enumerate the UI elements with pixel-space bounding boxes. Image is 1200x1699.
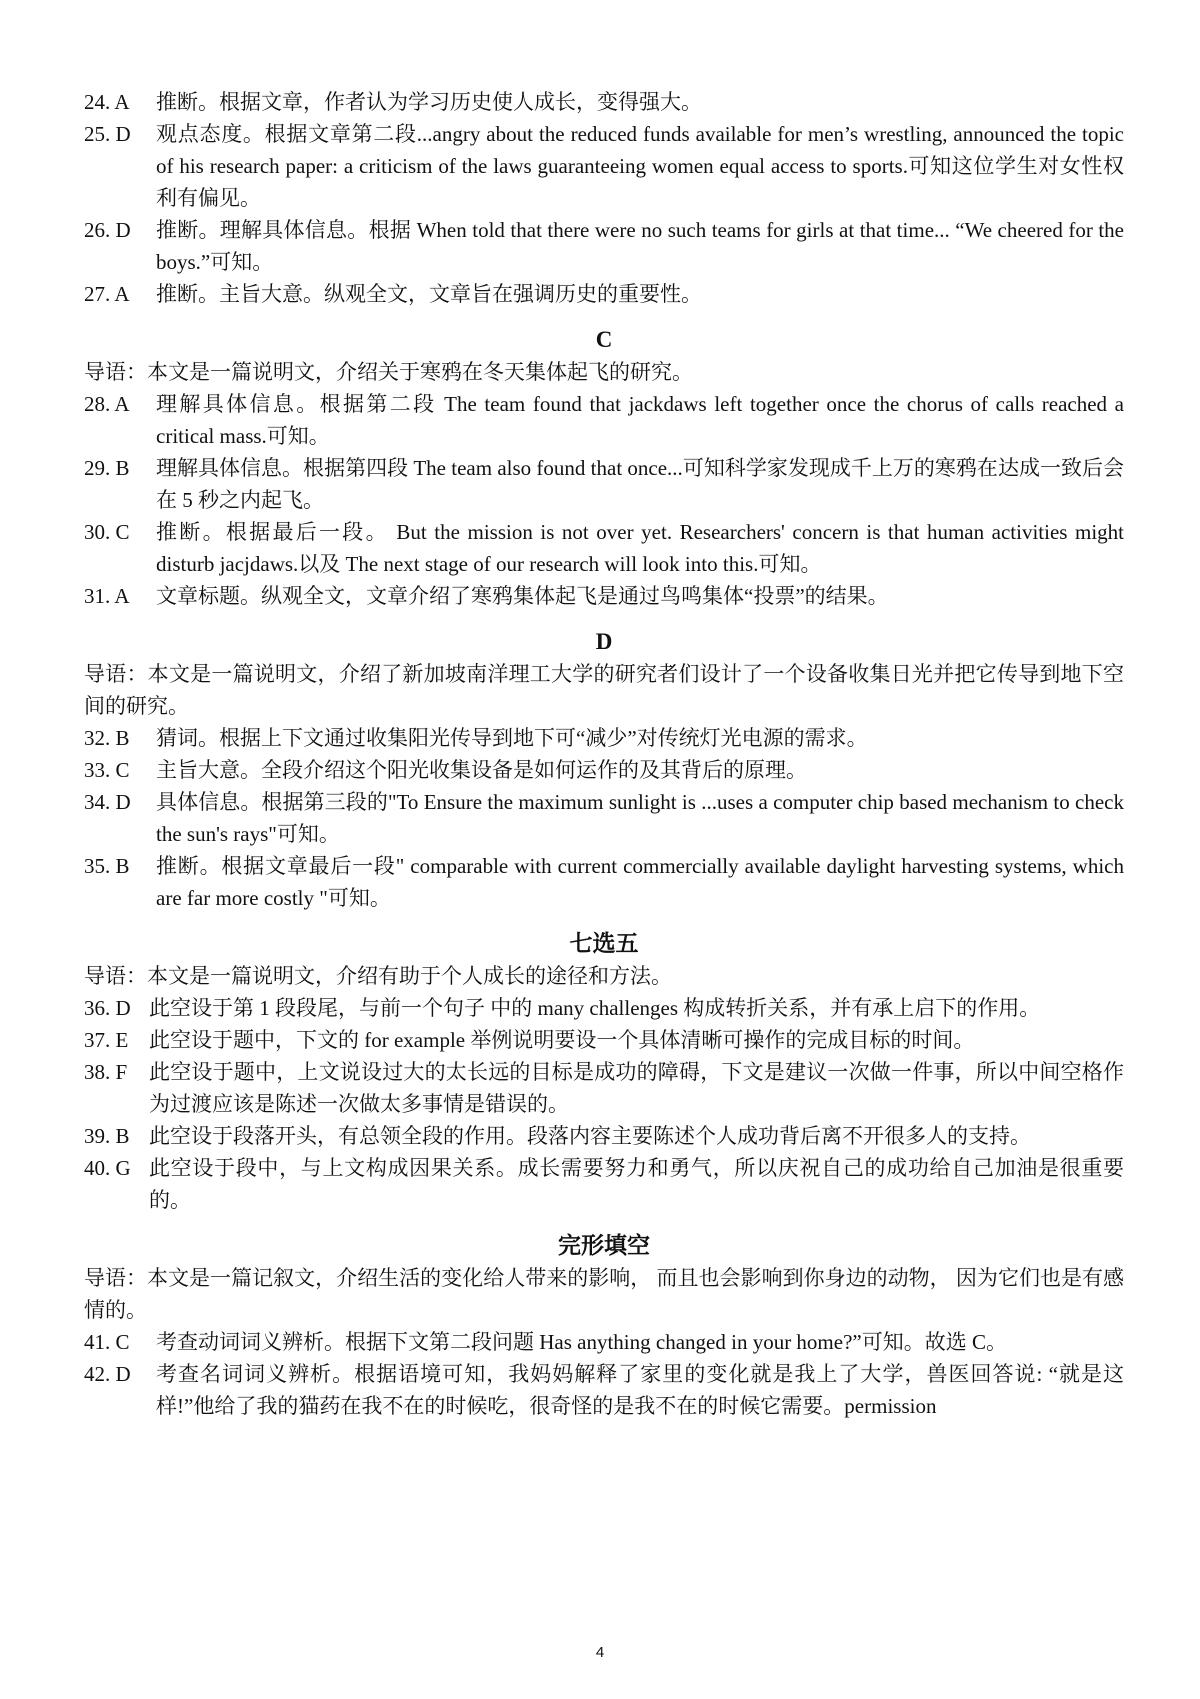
answer-item-25 xyxy=(84,118,1124,214)
section-intro: 导语：本文是一篇记叙文，介绍生活的变化给人带来的影响， 而且也会影响到你身边的动物， 因为它们也是有感情的。 xyxy=(84,1266,1124,1322)
answer-item-38 xyxy=(84,1056,1124,1120)
answer-text: 主旨大意。全段介绍这个阳光收集设备是如何运作的及其背后的原理。 xyxy=(156,758,807,782)
answer-number: 37. E xyxy=(84,1028,129,1052)
answer-item-24 xyxy=(84,86,1124,118)
section-d xyxy=(84,626,1124,914)
answer-item-37 xyxy=(84,1024,1124,1056)
answer-number: 35. B xyxy=(84,854,130,878)
answer-item-30 xyxy=(84,516,1124,580)
answer-number: 40. G xyxy=(84,1156,131,1180)
answer-text: 推断。主旨大意。纵观全文，文章旨在强调历史的重要性。 xyxy=(156,282,702,306)
answer-text: 具体信息。根据第三段的"To Ensure the maximum sunlight is ...uses a computer chip based mechanism to check the sun's rays"可知。 xyxy=(156,790,1124,846)
answer-item-27 xyxy=(84,278,1124,310)
answer-number: 33. C xyxy=(84,758,130,782)
answer-item-35 xyxy=(84,850,1124,914)
answer-number: 42. D xyxy=(84,1362,131,1386)
answer-item-34 xyxy=(84,786,1124,850)
answer-number: 32. B xyxy=(84,726,130,750)
section-intro: 导语：本文是一篇说明文，介绍了新加坡南洋理工大学的研究者们设计了一个设备收集日光并把它传导到地下空间的研究。 xyxy=(84,662,1124,718)
answer-number: 41. C xyxy=(84,1330,130,1354)
answer-item-33 xyxy=(84,754,1124,786)
section-heading: 完形填空 xyxy=(558,1233,650,1258)
answers-section-b xyxy=(84,86,1124,310)
answer-text: 此空设于题中，下文的 for example 举例说明要设一个具体清晰可操作的完成目标的时间。 xyxy=(149,1028,975,1052)
answer-text: 此空设于段落开头，有总领全段的作用。段落内容主要陈述个人成功背后离不开很多人的支持。 xyxy=(149,1124,1031,1148)
answer-number: 29. B xyxy=(84,456,130,480)
answer-text: 理解具体信息。根据第二段 The team found that jackdaws left together once the chorus of calls reached a critical mass.可知。 xyxy=(156,392,1124,448)
answer-number: 34. D xyxy=(84,790,131,814)
answer-number: 24. A xyxy=(84,90,130,114)
answer-number: 36. D xyxy=(84,996,131,1020)
answer-item-32 xyxy=(84,722,1124,754)
answer-text: 观点态度。根据文章第二段...angry about the reduced funds available for men’s wrestling, announced the topic of his research paper: a criticism of the laws guaranteeing women equal access to sports.可知这位学生对女性权利有偏见。 xyxy=(156,122,1124,210)
answer-item-39 xyxy=(84,1120,1124,1152)
answer-item-26 xyxy=(84,214,1124,278)
answer-item-42 xyxy=(84,1358,1124,1422)
answer-text: 考查名词词义辨析。根据语境可知，我妈妈解释了家里的变化就是我上了大学，兽医回答说: “就是这样!”他给了我的猫药在我不在的时候吃，很奇怪的是我不在的时候它需要。permission xyxy=(156,1362,1124,1418)
answer-item-29 xyxy=(84,452,1124,516)
answer-number: 28. A xyxy=(84,392,130,416)
answer-text: 文章标题。纵观全文，文章介绍了寒鸦集体起飞是通过鸟鸣集体“投票”的结果。 xyxy=(156,584,889,608)
answer-number: 25. D xyxy=(84,122,131,146)
document-page xyxy=(84,86,1124,1422)
answer-text: 理解具体信息。根据第四段 The team also found that once...可知科学家发现成千上万的寒鸦在达成一致后会在 5 秒之内起飞。 xyxy=(156,456,1124,512)
section-intro: 导语：本文是一篇说明文，介绍关于寒鸦在冬天集体起飞的研究。 xyxy=(84,360,693,384)
answer-text: 此空设于第 1 段段尾，与前一个句子 中的 many challenges 构成转折关系，并有承上启下的作用。 xyxy=(149,996,1041,1020)
answer-item-40 xyxy=(84,1152,1124,1216)
answer-text: 此空设于题中，上文说设过大的太长远的目标是成功的障碍，下文是建议一次做一件事，所以中间空格作为过渡应该是陈述一次做太多事情是错误的。 xyxy=(149,1060,1124,1116)
section-seven-choose-five xyxy=(84,928,1124,1216)
answer-number: 27. A xyxy=(84,282,130,306)
answer-number: 38. F xyxy=(84,1060,128,1084)
answer-text: 考查动词词义辨析。根据下文第二段问题 Has anything changed in your home?”可知。故选 C。 xyxy=(156,1330,1007,1354)
section-c xyxy=(84,324,1124,612)
answer-item-36 xyxy=(84,992,1124,1024)
answer-text: 推断。根据文章最后一段" comparable with current commercially available daylight harvesting systems, which are far more costly "可知。 xyxy=(156,854,1124,910)
answer-text: 推断。理解具体信息。根据 When told that there were no such teams for girls at that time... “We cheered for the boys.”可知。 xyxy=(156,218,1124,274)
answer-text: 此空设于段中，与上文构成因果关系。成长需要努力和勇气，所以庆祝自己的成功给自己加油是很重要的。 xyxy=(149,1156,1124,1212)
page-number: 4 xyxy=(595,1644,605,1661)
answer-text: 推断。根据文章，作者认为学习历史使人成长，变得强大。 xyxy=(156,90,702,114)
section-heading: D xyxy=(595,629,613,654)
answer-item-31 xyxy=(84,580,1124,612)
answer-item-41 xyxy=(84,1326,1124,1358)
section-heading: 七选五 xyxy=(569,931,639,956)
answer-number: 30. C xyxy=(84,520,130,544)
answer-text: 猜词。根据上下文通过收集阳光传导到地下可“减少”对传统灯光电源的需求。 xyxy=(156,726,868,750)
section-intro: 导语：本文是一篇说明文，介绍有助于个人成长的途径和方法。 xyxy=(84,964,672,988)
answer-text: 推断。根据最后一段。 But the mission is not over yet. Researchers' concern is that human activities might disturb jacjdaws.以及 The next stage of our research will look into this.可知。 xyxy=(156,520,1124,576)
answer-item-28 xyxy=(84,388,1124,452)
section-cloze xyxy=(84,1230,1124,1422)
answer-number: 31. A xyxy=(84,584,130,608)
answer-number: 39. B xyxy=(84,1124,130,1148)
answer-number: 26. D xyxy=(84,218,131,242)
section-heading: C xyxy=(595,327,613,352)
